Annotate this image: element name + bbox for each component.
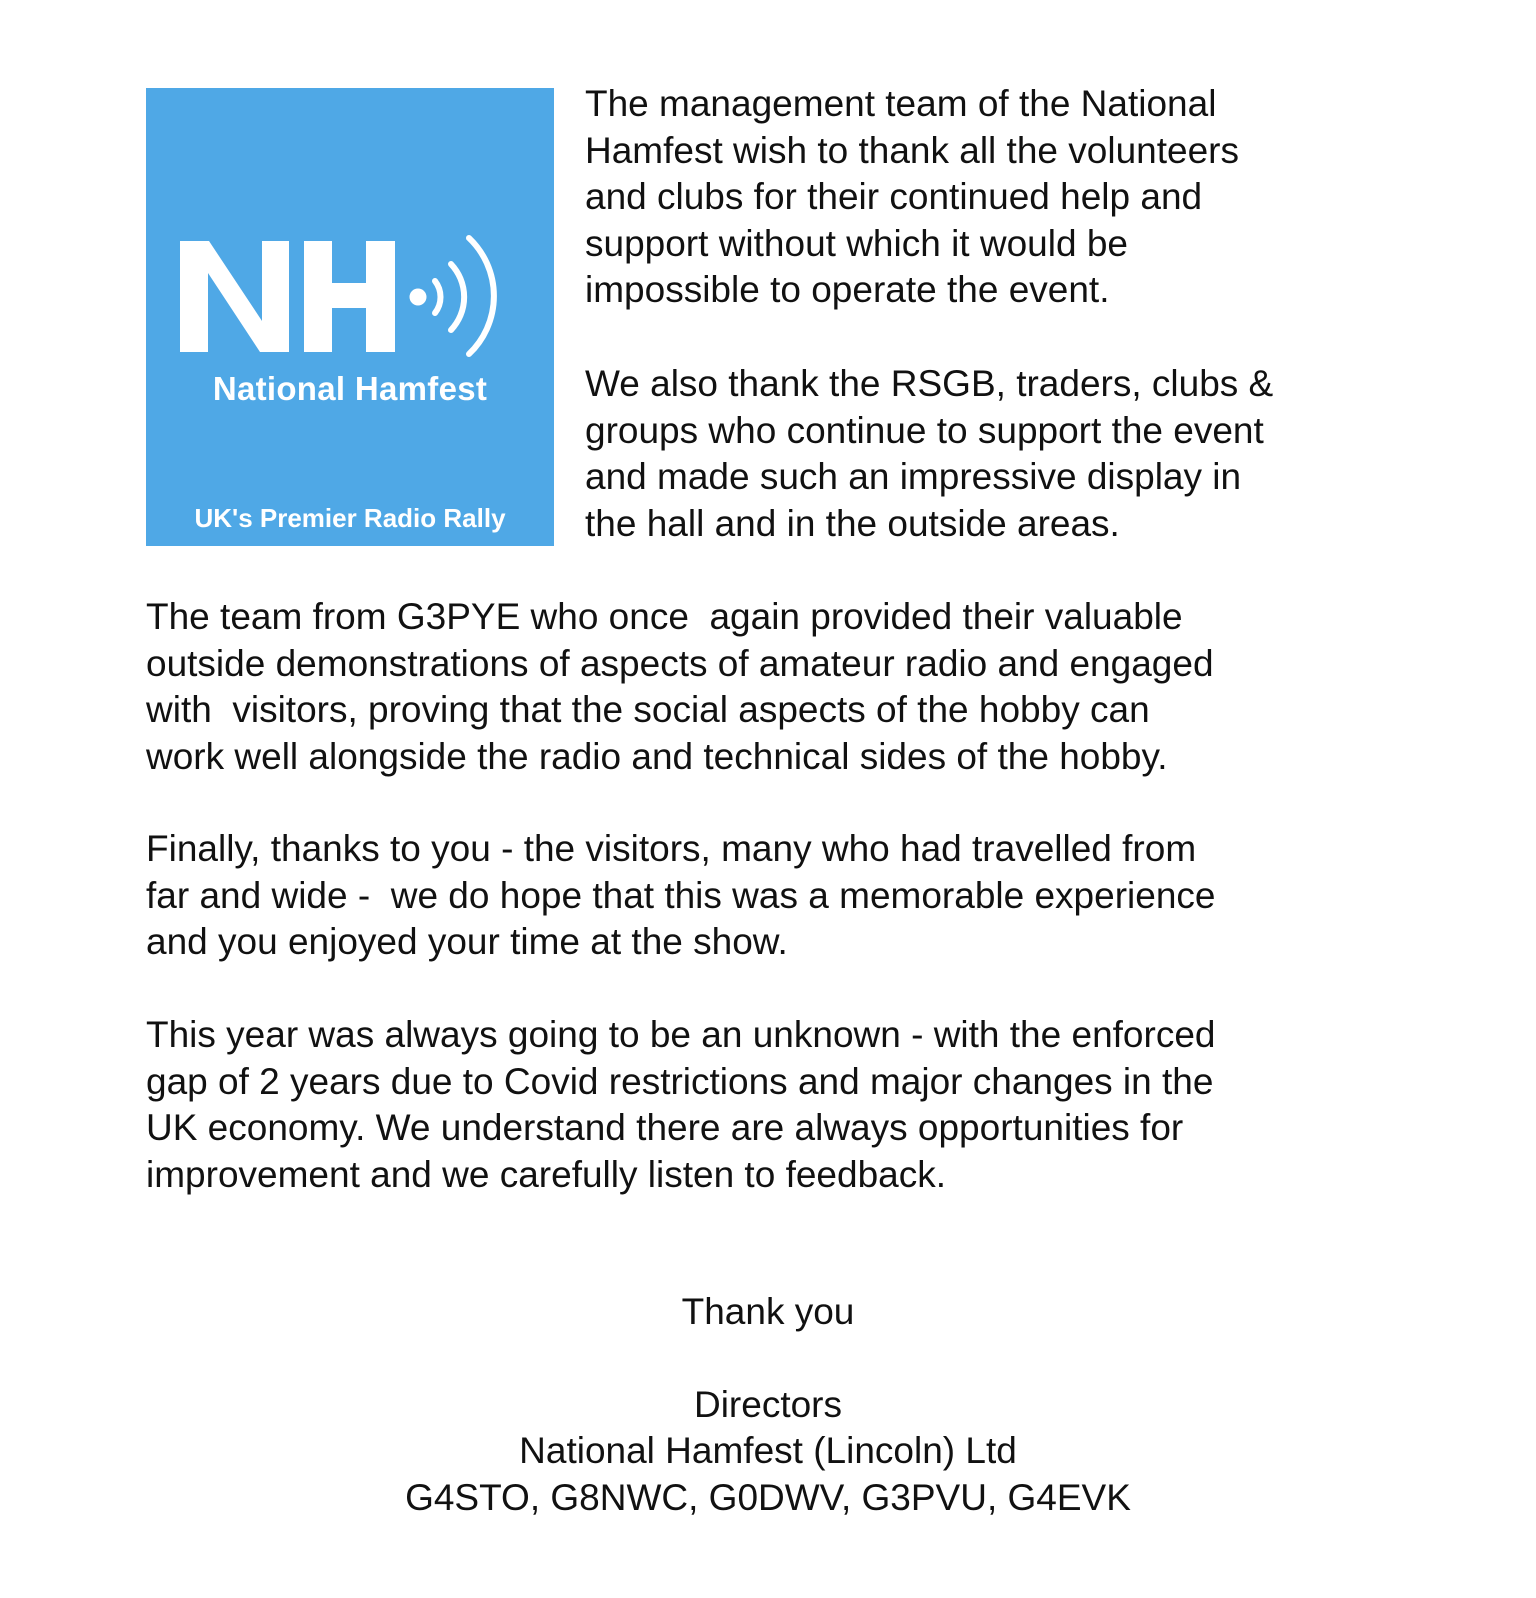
- signoff-company: National Hamfest (Lincoln) Ltd: [519, 1430, 1017, 1471]
- signoff-callsigns: G4STO, G8NWC, G0DWV, G3PVU, G4EVK: [405, 1477, 1131, 1518]
- paragraph-thanks-rsgb: We also thank the RSGB, traders, clubs & groups who continue to support the event and made such an impressive display in the hall and in the outside areas.: [585, 363, 1274, 544]
- logo-name: National Hamfest: [212, 370, 488, 407]
- paragraph-thanks-g3pye: The team from G3PYE who once again provided their valuable outside demonstrations of aspects of amateur radio and engaged with visitors, proving that the social aspects of the hobby can work well alongside the radio and technical sides of the hobby.: [146, 596, 1214, 777]
- paragraph-thanks-volunteers: The management team of the National Hamfest wish to thank all the volunteers and clubs for their continued help and support without which it would be impossible to operate the event.: [585, 83, 1239, 310]
- nh-monogram-graphic: [146, 88, 554, 546]
- signoff-directors: Directors: [693, 1384, 843, 1425]
- national-hamfest-logo: [146, 88, 554, 546]
- paragraph-thanks-visitors: Finally, thanks to you - the visitors, many who had travelled from far and wide - we do hope that this was a memorable experience and you enjoyed your time at the show.: [146, 828, 1216, 962]
- paragraph-year-review: This year was always going to be an unknown - with the enforced gap of 2 years due to Covid restrictions and major changes in the UK economy. We understand there are always opportunities for improvement and we carefully listen to feedback.: [146, 1014, 1216, 1195]
- logo-tagline: UK's Premier Radio Rally: [194, 503, 506, 533]
- signoff-thanks: Thank you: [681, 1291, 855, 1332]
- radio-waves-icon: [410, 238, 494, 354]
